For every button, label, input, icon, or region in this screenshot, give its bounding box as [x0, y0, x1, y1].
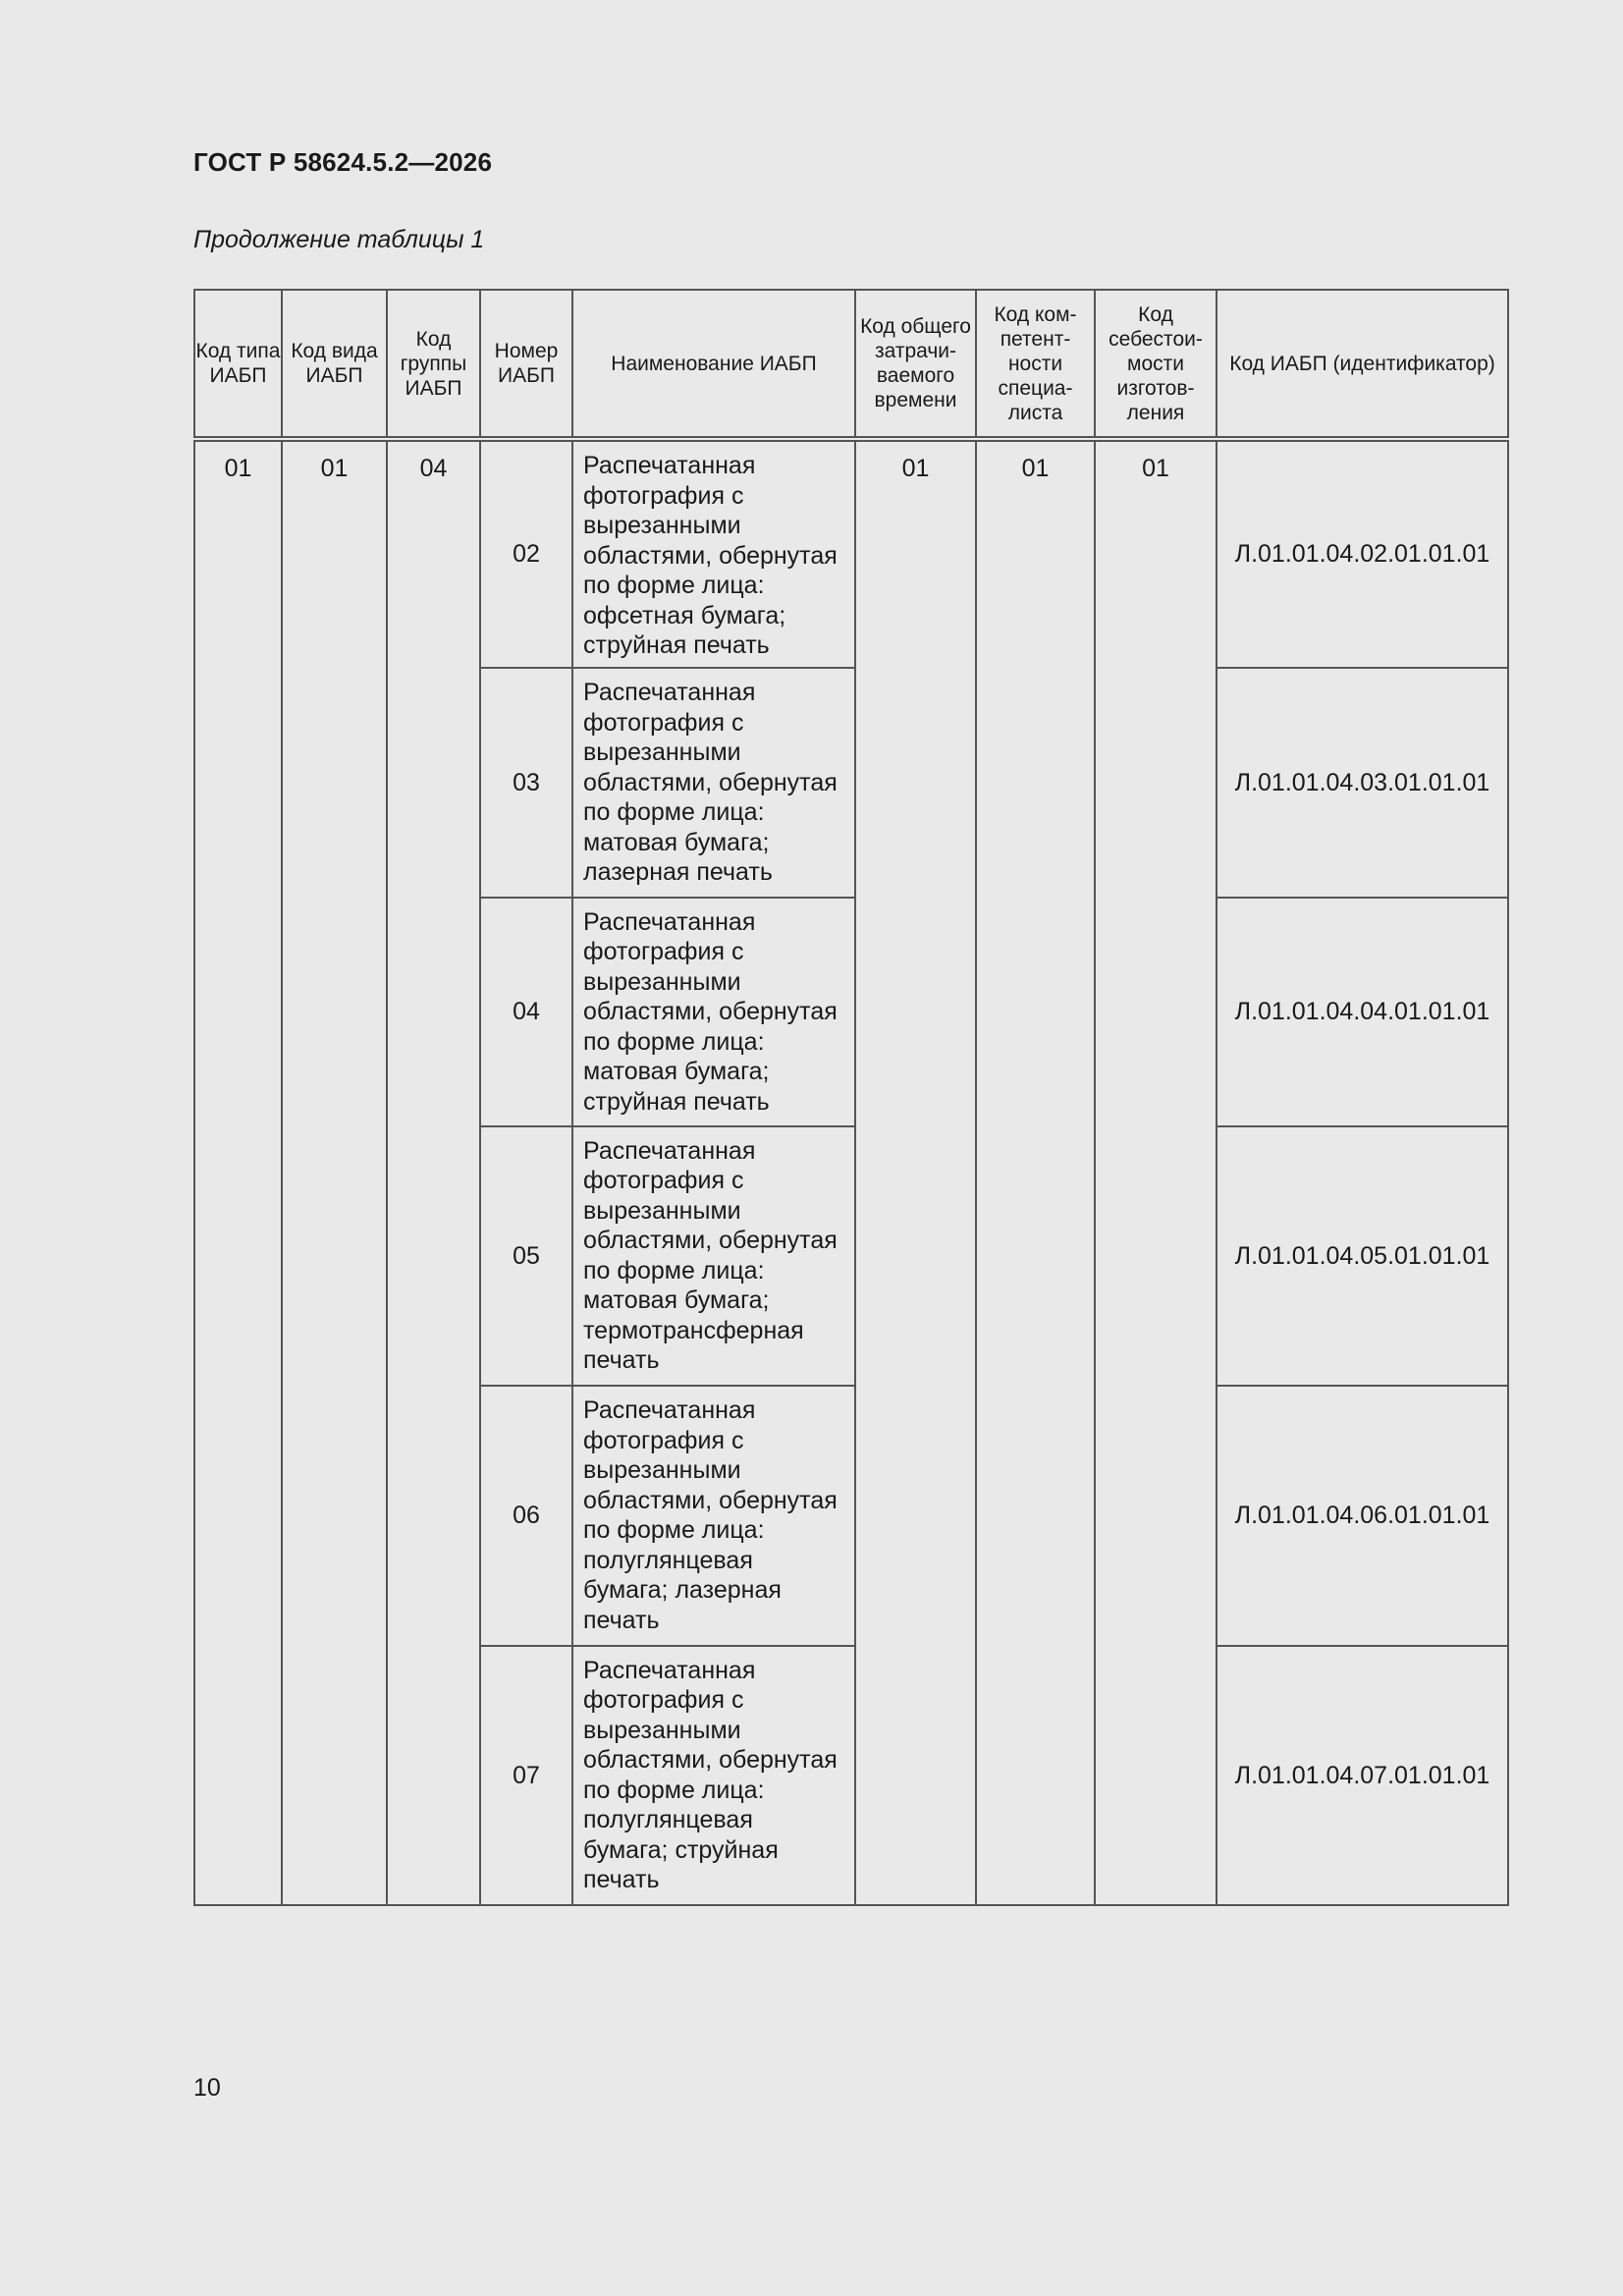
document-header: ГОСТ Р 58624.5.2—2026: [193, 147, 493, 177]
name-cell: Распечатанная фотография с вырезанными областями, обернутая по форме лица: офсетная бумага; струйная печать: [572, 439, 855, 668]
header-number: Номер ИАБП: [480, 290, 572, 439]
table-header-row: [194, 290, 1508, 439]
header-competence-code: Код ком-петент-ности специа-листа: [976, 290, 1095, 439]
name-cell: Распечатанная фотография с вырезанными областями, обернутая по форме лица: полуглянцевая бумага; струйная печать: [572, 1646, 855, 1905]
number-cell: 03: [480, 668, 572, 897]
number-cell: 02: [480, 439, 572, 668]
header-time-code: Код общего затрачи-ваемого времени: [855, 290, 976, 439]
page-number: 10: [193, 2074, 221, 2102]
identifier-cell: Л.01.01.04.05.01.01.01: [1217, 1126, 1508, 1386]
number-cell: 04: [480, 898, 572, 1126]
identifier-cell: Л.01.01.04.06.01.01.01: [1217, 1386, 1508, 1645]
identifier-cell: Л.01.01.04.04.01.01.01: [1217, 898, 1508, 1126]
header-cost-code: Код себестои-мости изготов-ления: [1095, 290, 1217, 439]
header-type-code: Код типа ИАБП: [194, 290, 282, 439]
number-cell: 07: [480, 1646, 572, 1905]
group-code-cell: 04: [387, 439, 480, 1905]
header-name: Наименование ИАБП: [572, 290, 855, 439]
identifier-cell: Л.01.01.04.02.01.01.01: [1217, 439, 1508, 668]
identifier-cell: Л.01.01.04.03.01.01.01: [1217, 668, 1508, 897]
kind-code-cell: 01: [282, 439, 387, 1905]
name-cell: Распечатанная фотография с вырезанными областями, обернутая по форме лица: матовая бумага; лазерная печать: [572, 668, 855, 897]
identifier-cell: Л.01.01.04.07.01.01.01: [1217, 1646, 1508, 1905]
number-cell: 06: [480, 1386, 572, 1645]
header-kind-code: Код вида ИАБП: [282, 290, 387, 439]
table-row: [194, 439, 1508, 668]
name-cell: Распечатанная фотография с вырезанными областями, обернутая по форме лица: матовая бумага; термотрансферная печать: [572, 1126, 855, 1386]
header-identifier: Код ИАБП (идентификатор): [1217, 290, 1508, 439]
table-caption: Продолжение таблицы 1: [193, 226, 485, 253]
header-group-code: Код группы ИАБП: [387, 290, 480, 439]
competence-code-cell: 01: [976, 439, 1095, 1905]
number-cell: 05: [480, 1126, 572, 1386]
type-code-cell: 01: [194, 439, 282, 1905]
time-code-cell: 01: [855, 439, 976, 1905]
iabp-table: [193, 289, 1509, 1906]
name-cell: Распечатанная фотография с вырезанными областями, обернутая по форме лица: матовая бумага; струйная печать: [572, 898, 855, 1126]
cost-code-cell: 01: [1095, 439, 1217, 1905]
name-cell: Распечатанная фотография с вырезанными областями, обернутая по форме лица: полуглянцевая бумага; лазерная печать: [572, 1386, 855, 1645]
